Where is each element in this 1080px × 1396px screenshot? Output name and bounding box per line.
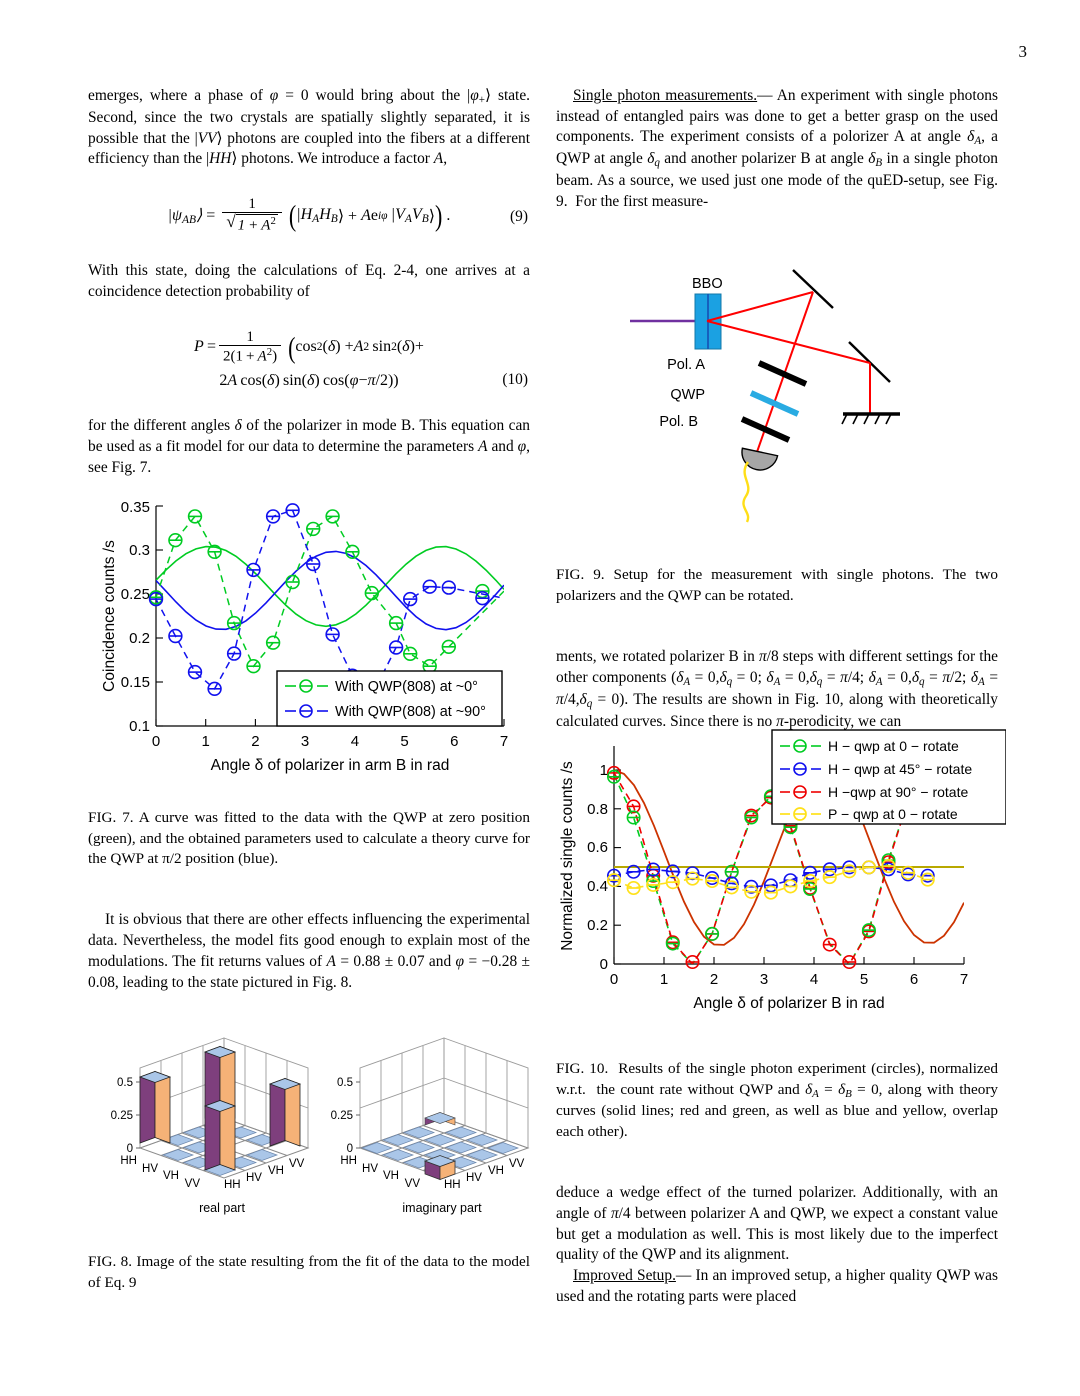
svg-text:7: 7 bbox=[959, 971, 969, 988]
left-column bbox=[88, 86, 530, 478]
svg-text:HH: HH bbox=[340, 1155, 357, 1167]
svg-text:6: 6 bbox=[450, 733, 459, 750]
svg-text:3: 3 bbox=[300, 733, 310, 750]
fig7-blue-theory bbox=[156, 551, 504, 629]
svg-text:1: 1 bbox=[201, 733, 210, 750]
fig10-legend-label-2: H −qwp at 90° − rotate bbox=[828, 784, 969, 800]
paragraph-improved-setup bbox=[556, 1266, 998, 1307]
ground-symbol bbox=[842, 414, 900, 424]
svg-text:4: 4 bbox=[350, 733, 360, 750]
mirror-top bbox=[793, 270, 833, 308]
fig7-green-data-line bbox=[156, 516, 504, 666]
figure-10-chart bbox=[556, 728, 1006, 1023]
fig8-svg bbox=[92, 1030, 542, 1225]
svg-text:0.4: 0.4 bbox=[587, 878, 608, 895]
equation-10-number: (10) bbox=[502, 370, 528, 388]
qwp-label: QWP bbox=[670, 387, 705, 403]
right-column-top bbox=[556, 86, 998, 213]
lead-in-improved-setup: Improved Setup. bbox=[573, 1267, 676, 1285]
fig7-svg bbox=[96, 498, 536, 788]
fig7-ytick-1: 0.15 bbox=[120, 674, 150, 691]
fig9-svg bbox=[620, 262, 1010, 527]
fig8-imag-plot bbox=[331, 1038, 528, 1215]
polarizer-b bbox=[742, 419, 789, 440]
page-number: 3 bbox=[1018, 42, 1027, 61]
qwp-plate bbox=[751, 393, 798, 414]
fig7-ylabel: Coincidence counts /s bbox=[101, 540, 118, 692]
svg-text:HV: HV bbox=[246, 1172, 262, 1184]
fig7-blue-data-line bbox=[156, 510, 504, 696]
svg-text:VV: VV bbox=[184, 1178, 200, 1190]
paragraph-single-photon-body: — An experiment with single photons instead of entangled pairs was done to get a better grasp on the used components. The experiment consists of a polorizer A at angle $\delta_A$, a QWP at angle $\delta_q$ and another polarizer B at angle $\delta_B$ in a single photon beam. As a source, we used just one mode of the quED-setup, see Fig. 9. For the first measure- bbox=[556, 87, 998, 211]
svg-text:VH: VH bbox=[163, 1170, 179, 1182]
svg-text:VH: VH bbox=[383, 1170, 399, 1182]
fig9-caption-block bbox=[556, 550, 998, 733]
svg-text:0.6: 0.6 bbox=[587, 839, 608, 856]
figure-7-chart bbox=[96, 498, 536, 788]
svg-text:1: 1 bbox=[599, 762, 608, 779]
fig8-bar bbox=[425, 1113, 455, 1126]
fig8-bar bbox=[425, 1156, 455, 1180]
paragraph-for-the-different-angles: for the different angles δ of the polarizer in mode B. This equation can be used as a fit model for our data to determine the parameters A and φ, see Fig. 7. bbox=[88, 417, 531, 476]
paragraph-it-is-obvious: It is obvious that there are other effects influencing the experimental data. Nevertheless, the model fits good enough to explain most of the modulations. The fit returns values of A = 0.88 ± 0.07 and φ = −0.28 ± 0.08, leading to the state pictured in Fig. 8. bbox=[88, 911, 530, 991]
bbo-label: BBO bbox=[692, 276, 723, 292]
svg-text:0: 0 bbox=[599, 956, 608, 973]
svg-text:7: 7 bbox=[499, 733, 509, 750]
fig10-caption: FIG. 10. Results of the single photon experiment (circles), normalized w.r.t. the count rate without QWP and $\delta_A = \delta_B = 0$, along with theory curves (solid lines; red and green, as well as blue and yellow, overlap each other). bbox=[556, 1060, 999, 1140]
fig7-ytick-3: 0.25 bbox=[120, 586, 150, 603]
fig10-legend-label-1: H − qwp at 45° − rotate bbox=[828, 761, 973, 777]
fig8-real-ztick-2: 0.5 bbox=[117, 1077, 133, 1089]
fig8-real-plot bbox=[111, 1038, 308, 1215]
svg-text:6: 6 bbox=[909, 971, 919, 988]
equation-10: P = $\frac{1}{2(1 + A^2)}$ ( cos 2 ( δ ) + A 2 sin 2 ( δ )+ 2 A cos( δ ) sin( δ ) cos( φ − π /2)) (10) bbox=[194, 328, 528, 390]
svg-text:2: 2 bbox=[709, 971, 719, 988]
fig10-legend-label-0: H − qwp at 0 − rotate bbox=[828, 738, 959, 754]
fig10-ylabel: Normalized single counts /s bbox=[559, 761, 576, 951]
fig8-imag-title: imaginary part bbox=[402, 1201, 482, 1215]
svg-text:5: 5 bbox=[400, 733, 409, 750]
fig7-caption: FIG. 7. A curve was fitted to the data with the QWP at zero position (green), and the obtained parameters used to calculate a theory curve for the QWP at π/2 position (blue). bbox=[88, 809, 530, 867]
equation-9: $|\psi_{AB}⟩$ = 1 √ $1 + A^2$ ( $|H_AH_B$ ⟩ + A e iφ $|V_AV_B$ ⟩ ) . (9) bbox=[167, 196, 528, 234]
svg-text:5: 5 bbox=[859, 971, 869, 988]
fig8-bar bbox=[270, 1079, 300, 1147]
fig8-imag-ztick-0: 0 bbox=[346, 1143, 353, 1155]
equation-9-number: (9) bbox=[510, 208, 528, 226]
fig10-xlabel: Angle δ of polarizer B in rad bbox=[693, 995, 885, 1012]
svg-text:0: 0 bbox=[151, 733, 161, 750]
svg-text:0.2: 0.2 bbox=[587, 917, 608, 934]
figure-9-diagram bbox=[620, 262, 1010, 527]
fig8-caption-block bbox=[88, 1237, 530, 1308]
pol-a-label: Pol. A bbox=[667, 357, 705, 373]
figure-8-block bbox=[92, 1030, 542, 1225]
fig10-legend bbox=[772, 730, 1006, 824]
fig8-real-ztick-1: 0.25 bbox=[110, 1110, 133, 1122]
paragraph-single-photon-measurements bbox=[556, 86, 998, 213]
svg-text:HV: HV bbox=[362, 1163, 378, 1175]
svg-text:VV: VV bbox=[289, 1158, 305, 1170]
svg-text:HH: HH bbox=[224, 1179, 241, 1191]
fig10-svg bbox=[556, 728, 1006, 1023]
lead-in-single-photon: Single photon measurements. bbox=[573, 87, 758, 104]
svg-text:0: 0 bbox=[609, 971, 619, 988]
svg-text:3: 3 bbox=[759, 971, 769, 988]
fig7-xlabel: Angle δ of polarizer in arm B in rad bbox=[210, 757, 450, 774]
fig7-caption-block bbox=[88, 793, 530, 993]
fig10-legend-label-3: P − qwp at 0 − rotate bbox=[828, 806, 958, 822]
svg-text:2: 2 bbox=[251, 733, 260, 750]
fiber-cable bbox=[743, 462, 748, 522]
svg-text:VH: VH bbox=[268, 1165, 284, 1177]
paragraph-ments-we-rotated: ments, we rotated polarizer B in π/8 steps with different settings for the other components ($\delta_A = 0,\delta_q = 0$; $\delta_A = 0,\delta_q = \pi/4$; $\delta_A = 0,\delta_q = \pi/2$; $\delta_A = \pi/4,\delta_q = 0$). The results are shown in Fig. 10, along with theoretically calculated curves. Since there is no π-perodicity, we can bbox=[556, 648, 998, 730]
fig8-real-title: real part bbox=[199, 1201, 245, 1215]
fig7-ytick-2: 0.2 bbox=[129, 630, 150, 647]
fig8-caption: FIG. 8. Image of the state resulting from the fit of the data to the model of Eq. 9 bbox=[88, 1253, 530, 1291]
paragraph-emerges: emerges, where a phase of φ = 0 would bring about the $|\varphi_+⟩$ state. Second, since the two crystals are spatially slightly separated, it is possible that the |VV⟩ photons are coupled into the fibers at a different efficiency than the |HH⟩ photons. We introduce a factor A, bbox=[88, 87, 531, 168]
paragraph-with-this-state: With this state, doing the calculations of Eq. 2-4, one arrives at a coincidence detection probability of bbox=[88, 262, 530, 301]
signal-beams bbox=[707, 292, 870, 452]
fig10-caption-block bbox=[556, 1044, 998, 1307]
svg-text:HH: HH bbox=[120, 1155, 137, 1167]
svg-text:HV: HV bbox=[142, 1163, 158, 1175]
fig7-ytick-5: 0.35 bbox=[120, 499, 150, 516]
fig7-ytick-0: 0.1 bbox=[129, 718, 150, 735]
svg-text:4: 4 bbox=[809, 971, 819, 988]
fig9-caption: FIG. 9. Setup for the measurement with single photons. The two polarizers and the QWP can be rotated. bbox=[556, 566, 998, 604]
fig8-bar bbox=[205, 1101, 235, 1171]
fig7-green-theory bbox=[156, 547, 504, 627]
fig7-green-markers bbox=[150, 510, 489, 673]
svg-text:HH: HH bbox=[444, 1179, 461, 1191]
svg-text:0.8: 0.8 bbox=[587, 801, 608, 818]
svg-text:VH: VH bbox=[488, 1165, 504, 1177]
svg-text:1: 1 bbox=[659, 971, 669, 988]
pol-b-label: Pol. B bbox=[659, 414, 698, 430]
svg-text:VV: VV bbox=[509, 1158, 525, 1170]
fig7-legend bbox=[277, 671, 502, 726]
svg-text:VV: VV bbox=[404, 1178, 420, 1190]
fig7-legend-label-1: With QWP(808) at ~90° bbox=[335, 704, 486, 720]
fig8-real-ztick-0: 0 bbox=[126, 1143, 133, 1155]
fig8-bar bbox=[140, 1072, 170, 1144]
paragraph-improved-setup-body: — In an improved setup, a higher quality QWP was used and the rotating parts were placed bbox=[556, 1267, 998, 1305]
paragraph-deduce-a-wedge: deduce a wedge effect of the turned polarizer. Additionally, with an angle of π/4 between polarizer A and QWP, we expect a constant value but get a modulation as well. This is most likely due to the imperfect quality of the QWP and its alignment. bbox=[556, 1184, 998, 1264]
svg-text:HV: HV bbox=[466, 1172, 482, 1184]
fig8-imag-ztick-2: 0.5 bbox=[337, 1077, 353, 1089]
fig7-ytick-4: 0.3 bbox=[129, 542, 150, 559]
fig7-legend-label-0: With QWP(808) at ~0° bbox=[335, 679, 478, 695]
fig8-imag-ztick-1: 0.25 bbox=[330, 1110, 353, 1122]
